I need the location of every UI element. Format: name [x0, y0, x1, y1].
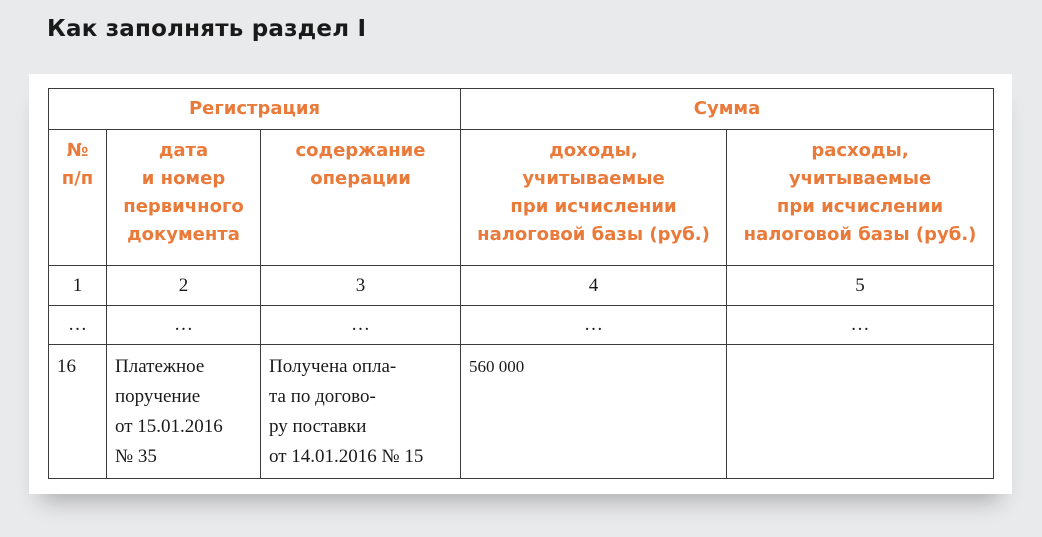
row-num-cell: 16 [49, 345, 107, 479]
column-number: 4 [461, 266, 727, 306]
column-number: 3 [261, 266, 461, 306]
table-row [49, 345, 994, 479]
ellipsis-cell: … [727, 306, 994, 345]
column-number-row [49, 266, 994, 306]
ellipsis-cell: … [107, 306, 261, 345]
column-header-content: содержание операции [261, 130, 461, 266]
row-expense-cell [727, 345, 994, 479]
column-header-income: доходы, учитываемые при исчислении налоговой базы (руб.) [461, 130, 727, 266]
column-header-num: № п/п [49, 130, 107, 266]
column-header-expense: расходы, учитываемые при исчислении налоговой базы (руб.) [727, 130, 994, 266]
group-header-registration: Регистрация [49, 89, 461, 130]
row-income-cell: 560 000 [461, 345, 727, 479]
ellipsis-row [49, 306, 994, 345]
column-number: 1 [49, 266, 107, 306]
ellipsis-cell: … [49, 306, 107, 345]
table-panel [29, 74, 1012, 494]
page-title: Как заполнять раздел I [47, 16, 367, 42]
column-number: 2 [107, 266, 261, 306]
column-number: 5 [727, 266, 994, 306]
income-expense-table [48, 88, 994, 479]
group-header-sum: Сумма [461, 89, 994, 130]
ellipsis-cell: … [461, 306, 727, 345]
column-header-date: дата и номер первичного документа [107, 130, 261, 266]
ellipsis-cell: … [261, 306, 461, 345]
row-content-cell: Получена опла- та по догово- ру поставки от 14.01.2016 № 15 [261, 345, 461, 479]
row-date-cell: Платежное поручение от 15.01.2016 № 35 [107, 345, 261, 479]
